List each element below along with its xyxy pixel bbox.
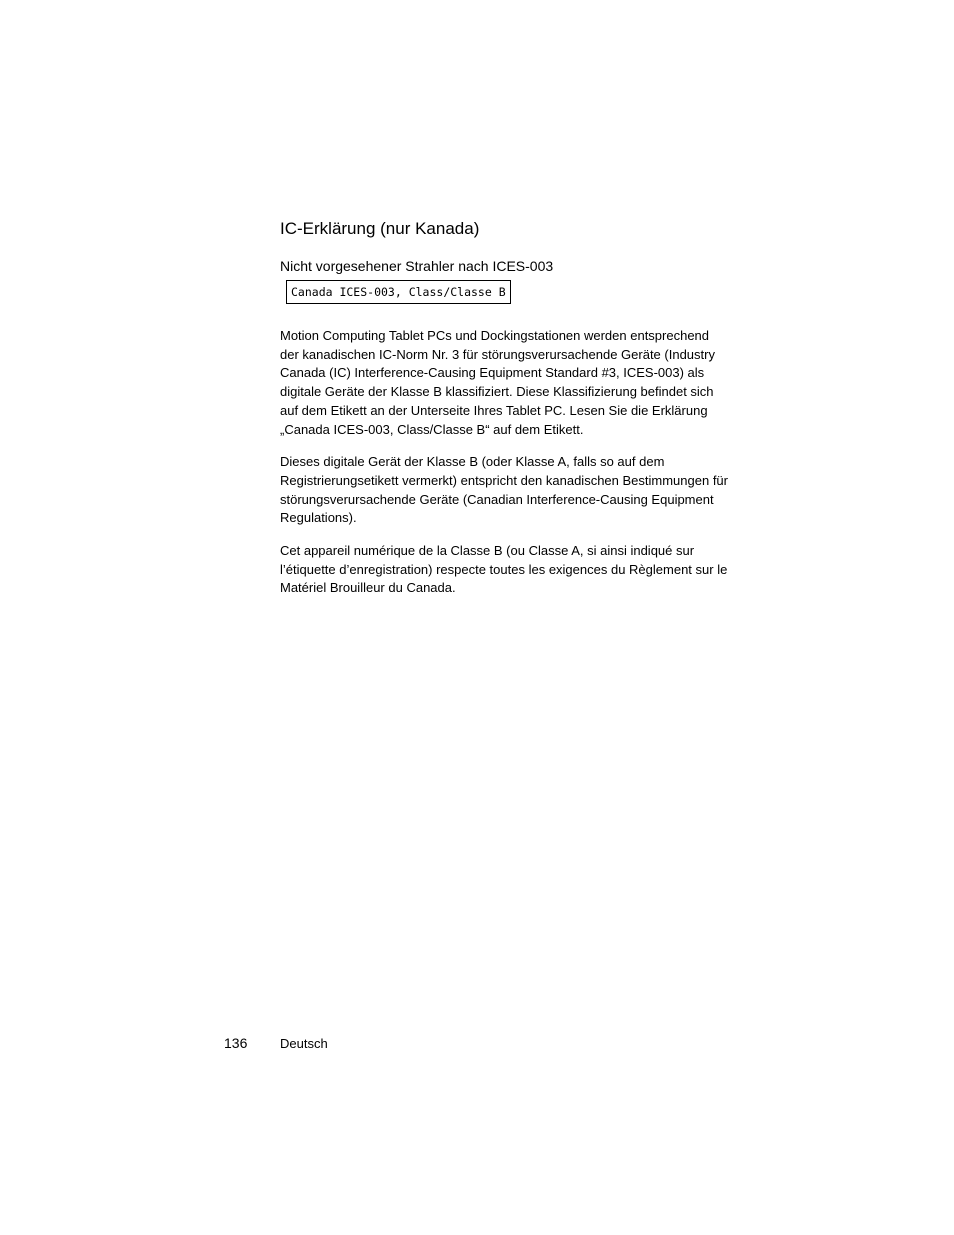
- footer-section-name: Deutsch: [280, 1036, 328, 1051]
- ices-label-box: Canada ICES-003, Class/Classe B: [286, 280, 511, 304]
- paragraph-compliance-french: Cet appareil numérique de la Classe B (ou Classe A, si ainsi indiqué sur l’étiquette d’enregistration) respecte toutes les exigences du Règlement sur le Matériel Brouilleur du Canada.: [280, 543, 728, 596]
- section-subheading: Nicht vorgesehener Strahler nach ICES-003: [280, 258, 554, 274]
- content-column: [280, 218, 730, 598]
- page-number: 136: [224, 1035, 248, 1051]
- section-heading: IC-Erklärung (nur Kanada): [280, 219, 480, 238]
- paragraph-compliance-german: Dieses digitale Gerät der Klasse B (oder Klasse A, falls so auf dem Registrierungsetikett vermerkt) entspricht den kanadischen Bestimmungen für störungsverursachende Geräte (Canadian Interference-Causing Equipment Regulations).: [280, 454, 728, 526]
- paragraph-classification: Motion Computing Tablet PCs und Dockingstationen werden entsprechend der kanadischen IC-Norm Nr. 3 für störungsverursachende Geräte (Industry Canada (IC) Interference-Causing Equipment Standard #3, ICES-003) als digitale Geräte der Klasse B klassifiziert. Diese Klassifizierung befindet sich auf dem Etikett an der Unterseite Ihres Tablet PC. Lesen Sie die Erklärung „Canada ICES-003, Class/Classe B“ auf dem Etikett.: [280, 328, 715, 437]
